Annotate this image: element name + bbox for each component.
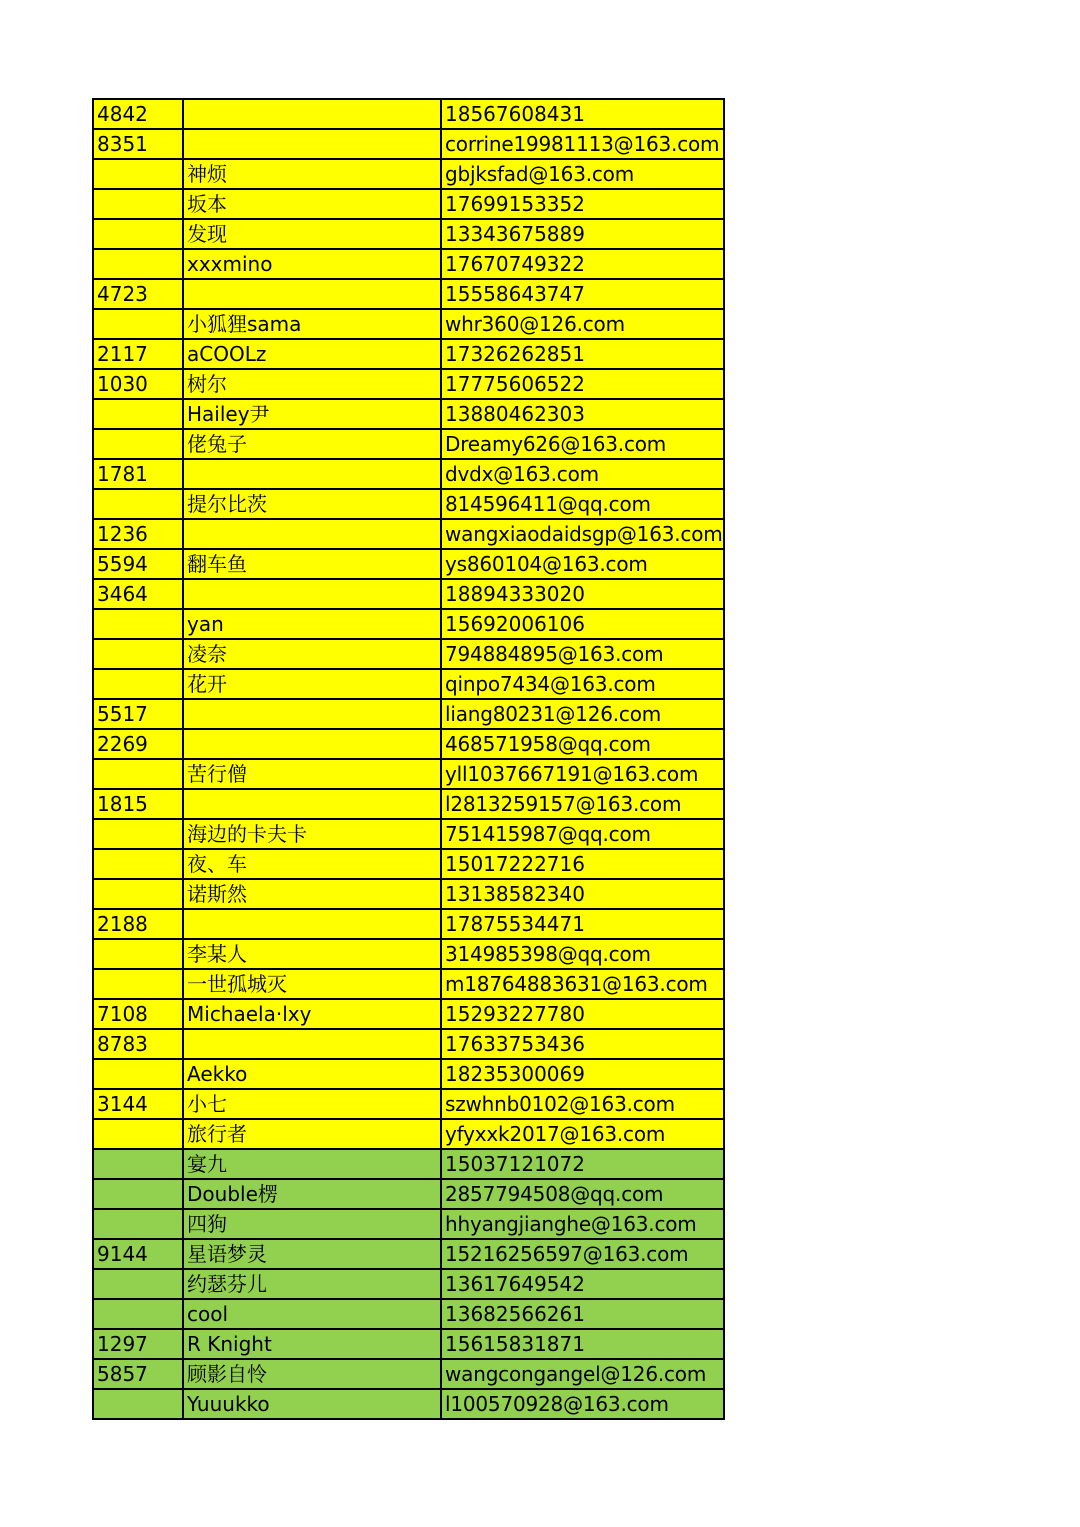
- id-cell[interactable]: [93, 669, 183, 699]
- table-row: [93, 999, 724, 1029]
- name-cell[interactable]: 小狐狸sama: [183, 309, 441, 339]
- contact-cell[interactable]: 13617649542: [441, 1269, 724, 1299]
- id-cell[interactable]: 2269: [93, 729, 183, 759]
- id-cell[interactable]: 4842: [93, 99, 183, 129]
- id-cell[interactable]: [93, 1269, 183, 1299]
- id-cell[interactable]: [93, 759, 183, 789]
- id-cell[interactable]: [93, 249, 183, 279]
- table-row: [93, 1029, 724, 1059]
- contact-cell[interactable]: yll1037667191@163.com: [441, 759, 724, 789]
- table-row: [93, 669, 724, 699]
- name-cell[interactable]: 约瑟芬儿: [183, 1269, 441, 1299]
- id-cell[interactable]: 3464: [93, 579, 183, 609]
- name-cell[interactable]: [183, 99, 441, 129]
- name-cell[interactable]: 夜、车: [183, 849, 441, 879]
- contact-cell[interactable]: 18567608431: [441, 99, 724, 129]
- table-row: [93, 1059, 724, 1089]
- table-row: [93, 699, 724, 729]
- table-row: [93, 219, 724, 249]
- contact-cell[interactable]: liang80231@126.com: [441, 699, 724, 729]
- contact-cell[interactable]: 15558643747: [441, 279, 724, 309]
- contact-cell[interactable]: gbjksfad@163.com: [441, 159, 724, 189]
- id-cell[interactable]: [93, 159, 183, 189]
- table-row: [93, 1239, 724, 1269]
- id-cell[interactable]: 1815: [93, 789, 183, 819]
- table-row: [93, 369, 724, 399]
- contact-cell[interactable]: 17775606522: [441, 369, 724, 399]
- contact-cell[interactable]: 15692006106: [441, 609, 724, 639]
- table-row: [93, 639, 724, 669]
- contact-cell[interactable]: 18235300069: [441, 1059, 724, 1089]
- id-cell[interactable]: [93, 639, 183, 669]
- id-cell[interactable]: [93, 1179, 183, 1209]
- id-cell[interactable]: 8351: [93, 129, 183, 159]
- name-cell[interactable]: cool: [183, 1299, 441, 1329]
- contact-cell[interactable]: whr360@126.com: [441, 309, 724, 339]
- contact-cell[interactable]: 13343675889: [441, 219, 724, 249]
- name-cell[interactable]: 一世孤城灭: [183, 969, 441, 999]
- table-row: [93, 1359, 724, 1389]
- table-row: [93, 729, 724, 759]
- id-cell[interactable]: 9144: [93, 1239, 183, 1269]
- id-cell[interactable]: [93, 849, 183, 879]
- id-cell[interactable]: 1781: [93, 459, 183, 489]
- name-cell[interactable]: [183, 279, 441, 309]
- table-row: [93, 129, 724, 159]
- contact-cell[interactable]: 751415987@qq.com: [441, 819, 724, 849]
- name-cell[interactable]: [183, 729, 441, 759]
- name-cell[interactable]: 星语梦灵: [183, 1239, 441, 1269]
- contact-cell[interactable]: corrine19981113@163.com: [441, 129, 724, 159]
- id-cell[interactable]: [93, 399, 183, 429]
- contact-cell[interactable]: hhyangjianghe@163.com: [441, 1209, 724, 1239]
- table-row: [93, 1389, 724, 1419]
- contact-cell[interactable]: 17875534471: [441, 909, 724, 939]
- table-row: [93, 249, 724, 279]
- name-cell[interactable]: 凌奈: [183, 639, 441, 669]
- contact-cell[interactable]: m18764883631@163.com: [441, 969, 724, 999]
- contact-cell[interactable]: 314985398@qq.com: [441, 939, 724, 969]
- id-cell[interactable]: [93, 189, 183, 219]
- contact-cell[interactable]: 15293227780: [441, 999, 724, 1029]
- table-row: [93, 1179, 724, 1209]
- name-cell[interactable]: Hailey尹: [183, 399, 441, 429]
- name-cell[interactable]: 翻车鱼: [183, 549, 441, 579]
- table-row: [93, 579, 724, 609]
- name-cell[interactable]: Michaela·lxy: [183, 999, 441, 1029]
- id-cell[interactable]: 1297: [93, 1329, 183, 1359]
- contact-cell[interactable]: 15017222716: [441, 849, 724, 879]
- id-cell[interactable]: 4723: [93, 279, 183, 309]
- id-cell[interactable]: [93, 489, 183, 519]
- spreadsheet-table: [92, 98, 725, 1420]
- contact-cell[interactable]: 814596411@qq.com: [441, 489, 724, 519]
- name-cell[interactable]: [183, 1029, 441, 1059]
- name-cell[interactable]: 李某人: [183, 939, 441, 969]
- id-cell[interactable]: 5594: [93, 549, 183, 579]
- contact-cell[interactable]: 15037121072: [441, 1149, 724, 1179]
- id-cell[interactable]: [93, 309, 183, 339]
- id-cell[interactable]: 1236: [93, 519, 183, 549]
- table-row: [93, 279, 724, 309]
- name-cell[interactable]: aCOOLz: [183, 339, 441, 369]
- table-row: [93, 489, 724, 519]
- id-cell[interactable]: 2188: [93, 909, 183, 939]
- id-cell[interactable]: [93, 1209, 183, 1239]
- name-cell[interactable]: [183, 519, 441, 549]
- contact-cell[interactable]: l2813259157@163.com: [441, 789, 724, 819]
- id-cell[interactable]: [93, 1299, 183, 1329]
- contact-cell[interactable]: ys860104@163.com: [441, 549, 724, 579]
- table-row: [93, 789, 724, 819]
- id-cell[interactable]: 3144: [93, 1089, 183, 1119]
- name-cell[interactable]: 佬兔子: [183, 429, 441, 459]
- table-row: [93, 1269, 724, 1299]
- name-cell[interactable]: [183, 909, 441, 939]
- table-row: [93, 969, 724, 999]
- contact-cell[interactable]: 15216256597@163.com: [441, 1239, 724, 1269]
- contact-cell[interactable]: wangxiaodaidsgp@163.com: [441, 519, 724, 549]
- name-cell[interactable]: 苦行僧: [183, 759, 441, 789]
- contact-cell[interactable]: l100570928@163.com: [441, 1389, 724, 1419]
- table-row: [93, 339, 724, 369]
- name-cell[interactable]: 诺斯然: [183, 879, 441, 909]
- id-cell[interactable]: 5857: [93, 1359, 183, 1389]
- name-cell[interactable]: 提尔比茨: [183, 489, 441, 519]
- table-row: [93, 159, 724, 189]
- name-cell[interactable]: 顾影自怜: [183, 1359, 441, 1389]
- contact-cell[interactable]: dvdx@163.com: [441, 459, 724, 489]
- id-cell[interactable]: [93, 879, 183, 909]
- id-cell[interactable]: [93, 429, 183, 459]
- id-cell[interactable]: [93, 219, 183, 249]
- name-cell[interactable]: [183, 789, 441, 819]
- contact-cell[interactable]: 13682566261: [441, 1299, 724, 1329]
- name-cell[interactable]: xxxmino: [183, 249, 441, 279]
- contact-cell[interactable]: qinpo7434@163.com: [441, 669, 724, 699]
- table-row: [93, 519, 724, 549]
- name-cell[interactable]: 海边的卡夫卡: [183, 819, 441, 849]
- name-cell[interactable]: Aekko: [183, 1059, 441, 1089]
- name-cell[interactable]: Double楞: [183, 1179, 441, 1209]
- table-row: [93, 1299, 724, 1329]
- contact-cell[interactable]: 794884895@163.com: [441, 639, 724, 669]
- table-row: [93, 1089, 724, 1119]
- contact-cell[interactable]: 2857794508@qq.com: [441, 1179, 724, 1209]
- id-cell[interactable]: 5517: [93, 699, 183, 729]
- name-cell[interactable]: 花开: [183, 669, 441, 699]
- id-cell[interactable]: [93, 819, 183, 849]
- contact-cell[interactable]: 17699153352: [441, 189, 724, 219]
- contact-cell[interactable]: Dreamy626@163.com: [441, 429, 724, 459]
- id-cell[interactable]: 2117: [93, 339, 183, 369]
- contact-cell[interactable]: 15615831871: [441, 1329, 724, 1359]
- table-row: [93, 759, 724, 789]
- table-row: [93, 99, 724, 129]
- contact-cell[interactable]: 17670749322: [441, 249, 724, 279]
- table-row: [93, 849, 724, 879]
- id-cell[interactable]: [93, 1389, 183, 1419]
- id-cell[interactable]: [93, 1149, 183, 1179]
- id-cell[interactable]: [93, 1059, 183, 1089]
- table-row: [93, 939, 724, 969]
- table-row: [93, 459, 724, 489]
- name-cell[interactable]: [183, 459, 441, 489]
- id-cell[interactable]: 8783: [93, 1029, 183, 1059]
- id-cell[interactable]: [93, 939, 183, 969]
- table-row: [93, 399, 724, 429]
- contact-cell[interactable]: 18894333020: [441, 579, 724, 609]
- table-row: [93, 1329, 724, 1359]
- table-row: [93, 429, 724, 459]
- name-cell[interactable]: R Knight: [183, 1329, 441, 1359]
- table-row: [93, 609, 724, 639]
- name-cell[interactable]: yan: [183, 609, 441, 639]
- contact-cell[interactable]: wangcongangel@126.com: [441, 1359, 724, 1389]
- name-cell[interactable]: 发现: [183, 219, 441, 249]
- id-cell[interactable]: [93, 609, 183, 639]
- name-cell[interactable]: [183, 699, 441, 729]
- id-cell[interactable]: 7108: [93, 999, 183, 1029]
- contact-cell[interactable]: 13880462303: [441, 399, 724, 429]
- table-row: [93, 1119, 724, 1149]
- name-cell[interactable]: 神烦: [183, 159, 441, 189]
- contact-cell[interactable]: 13138582340: [441, 879, 724, 909]
- table-row: [93, 309, 724, 339]
- name-cell[interactable]: 树尔: [183, 369, 441, 399]
- name-cell[interactable]: 旅行者: [183, 1119, 441, 1149]
- table-row: [93, 189, 724, 219]
- table-row: [93, 879, 724, 909]
- contact-cell[interactable]: 468571958@qq.com: [441, 729, 724, 759]
- spreadsheet-body: [93, 99, 724, 1419]
- table-row: [93, 549, 724, 579]
- name-cell[interactable]: Yuuukko: [183, 1389, 441, 1419]
- id-cell[interactable]: 1030: [93, 369, 183, 399]
- name-cell[interactable]: 小七: [183, 1089, 441, 1119]
- id-cell[interactable]: [93, 969, 183, 999]
- contact-cell[interactable]: 17633753436: [441, 1029, 724, 1059]
- id-cell[interactable]: [93, 1119, 183, 1149]
- contact-cell[interactable]: yfyxxk2017@163.com: [441, 1119, 724, 1149]
- name-cell[interactable]: 四狗: [183, 1209, 441, 1239]
- contact-cell[interactable]: 17326262851: [441, 339, 724, 369]
- name-cell[interactable]: 坂本: [183, 189, 441, 219]
- table-row: [93, 819, 724, 849]
- name-cell[interactable]: 宴九: [183, 1149, 441, 1179]
- name-cell[interactable]: [183, 579, 441, 609]
- table-row: [93, 909, 724, 939]
- name-cell[interactable]: [183, 129, 441, 159]
- table-row: [93, 1209, 724, 1239]
- contact-cell[interactable]: szwhnb0102@163.com: [441, 1089, 724, 1119]
- table-row: [93, 1149, 724, 1179]
